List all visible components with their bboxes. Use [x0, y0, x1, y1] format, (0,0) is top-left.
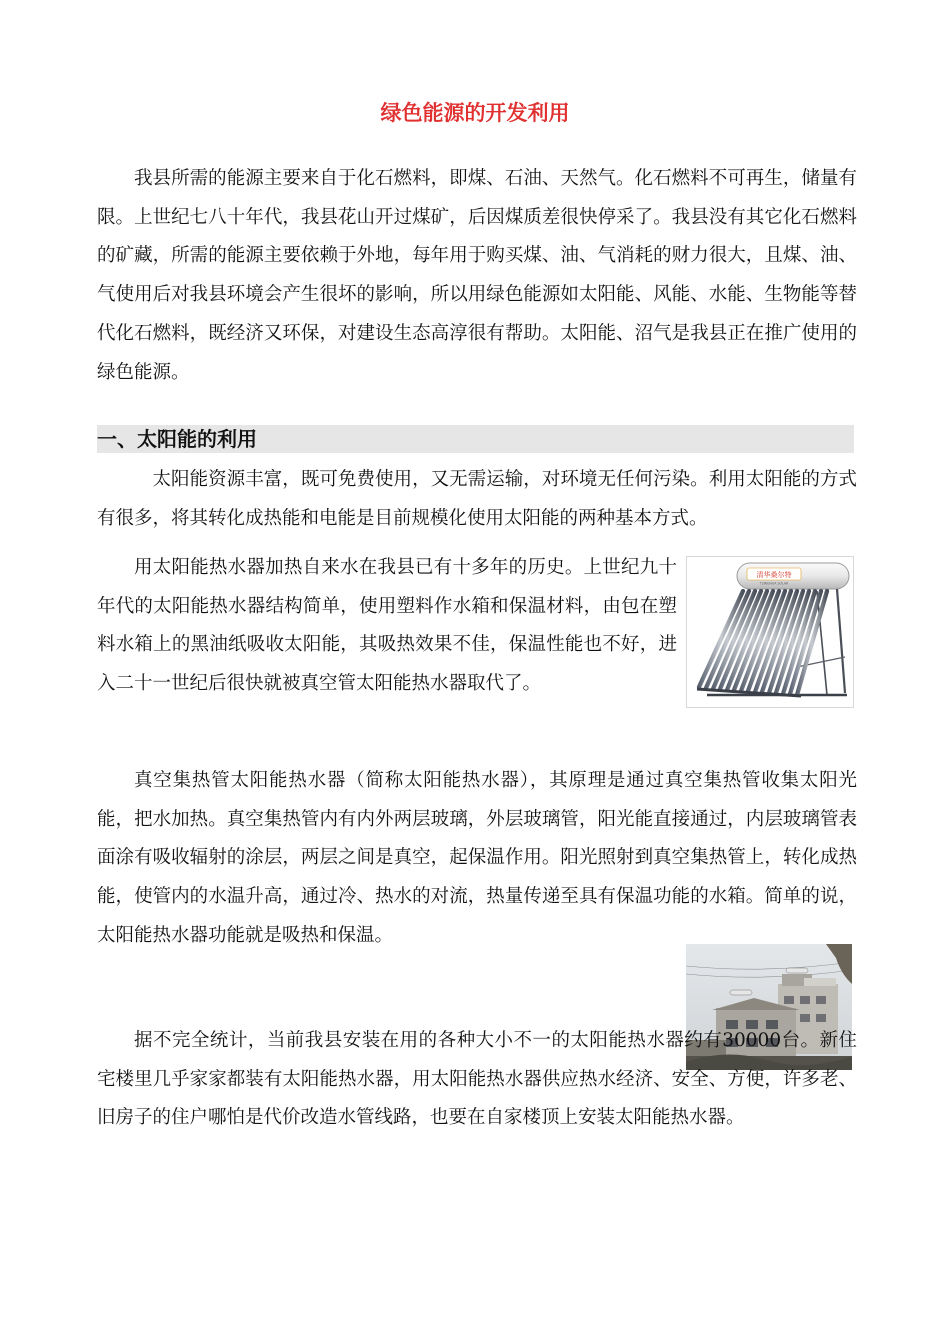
solar-paragraph-2: 用太阳能热水器加热自来水在我县已有十多年的历史。上世纪九十年代的太阳能热水器结构简单，使用塑料作水箱和保温材料，由包在塑料水箱上的黑油纸吸收太阳能，其吸热效果不佳，保温性能也不好，进入二十一世纪后很快就被真空管太阳能热水器取代了。 — [97, 557, 677, 695]
solar-paragraph-3: 真空集热管太阳能热水器（简称太阳能热水器），其原理是通过真空集热管收集太阳光能，把水加热。真空集热管内有内外两层玻璃，外层玻璃管，阳光能直接通过，内层玻璃管表面涂有吸收辐射的涂层，两层之间是真空，起保温作用。阳光照射到真空集热管上，转化成热能，使管内的水温升高，通过冷、热水的对流，热量传递至具有保温功能的水箱。简单的说，太阳能热水器功能就是吸热和保温。 — [97, 770, 857, 946]
section-heading-solar: 一、太阳能的利用 — [97, 425, 854, 453]
solar-paragraph-1: 太阳能资源丰富，既可免费使用，又无需运输，对环境无任何污染。利用太阳能的方式有很多，将其转化成热能和电能是目前规模化使用太阳能的两种基本方式。 — [97, 469, 857, 529]
solar-water-heater-photo — [686, 556, 854, 708]
heater-brand-en-label: TSINGHUA SOLAR — [759, 581, 789, 586]
intro-paragraph: 我县所需的能源主要来自于化石燃料，即煤、石油、天然气。化石燃料不可再生，储量有限。上世纪七八十年代，我县花山开过煤矿，后因煤质差很快停采了。我县没有其它化石燃料的矿藏，所需的能源主要依赖于外地，每年用于购买煤、油、气消耗的财力很大，且煤、油、气使用后对我县环境会产生很坏的影响，所以用绿色能源如太阳能、风能、水能、生物能等替代化石燃料，既经济又环保，对建设生态高淳很有帮助。太阳能、沼气是我县正在推广使用的绿色能源。 — [97, 168, 857, 383]
document-title: 绿色能源的开发利用 — [380, 101, 570, 125]
heater-brand-label: 清华桑尔特 — [756, 571, 792, 579]
solar-paragraph-4: 据不完全统计，当前我县安装在用的各种大小不一的太阳能热水器约有30000台。新住宅楼里几乎家家都装有太阳能热水器，用太阳能热水器供应热水经济、安全、方便，许多老、旧房子的住户哪怕是代价改造水管线路，也要在自家楼顶上安装太阳能热水器。 — [97, 1030, 857, 1129]
